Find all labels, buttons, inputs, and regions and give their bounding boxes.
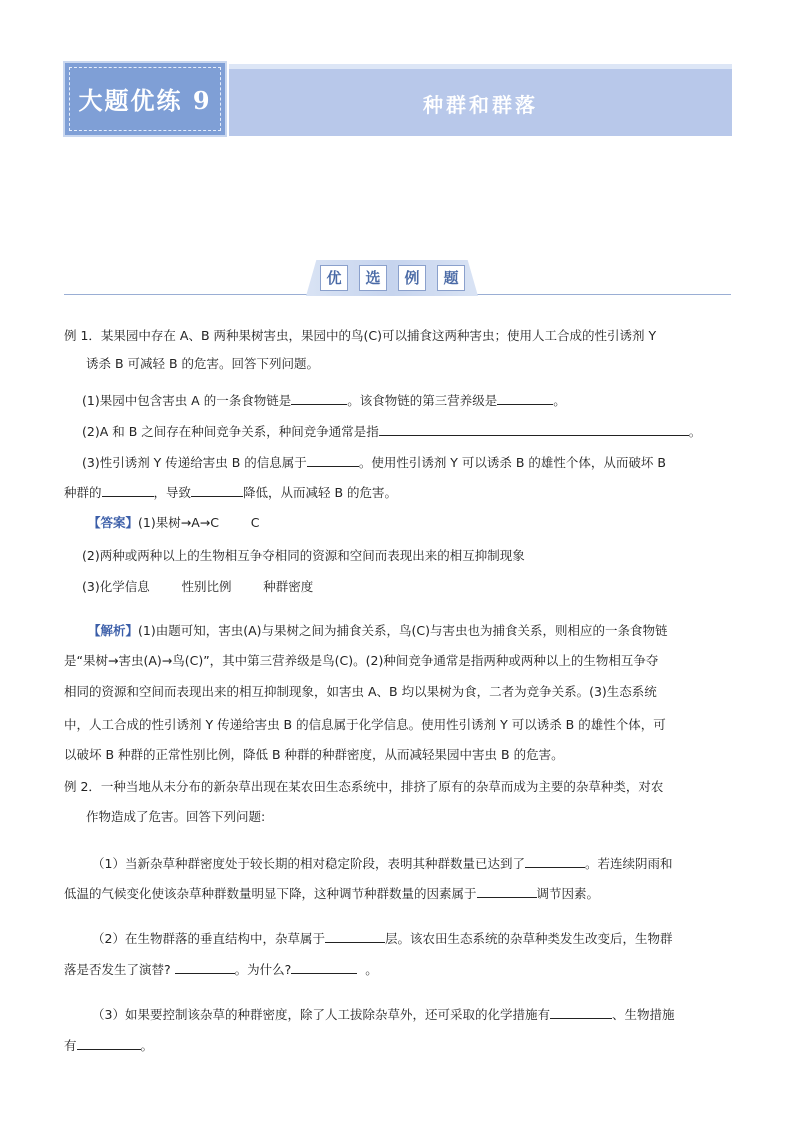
answer-blank[interactable] [307,454,359,467]
section-char-3: 例 [398,265,426,291]
ex2-part1-line2 [64,885,599,903]
answer-blank[interactable] [191,484,243,497]
ex2-part2-text-b: 层。该农田生态系统的杂草种类发生改变后，生物群 [384,931,673,946]
ex1-part1-text-a: (1)果园中包含害虫 A 的一条食物链是 [82,393,292,408]
answer-blank[interactable] [477,885,537,898]
ex2-part3-text-c: 有 [64,1038,77,1053]
ex2-part2-text-a: （2）在生物群落的垂直结构中，杂草属于 [92,931,325,946]
ex1-answer-line1 [88,514,259,532]
ex1-part3-text-d: ，导致 [153,485,192,500]
answer-blank[interactable] [379,423,689,436]
explanation-text-1: (1)由题可知，害虫(A)与果树之间为捕食关系，鸟(C)与害虫也为捕食关系，则相应的一条食物链 [138,623,668,638]
answer-tag: 【答案】 [88,515,139,530]
ex1-explanation-line3: 相同的资源和空间而表现出来的相互抑制现象，如害虫 A、B 均以果树为食，二者为竞争关系。(3)生态系统 [64,684,657,699]
ex2-part2-line2 [64,961,378,979]
badge-box [63,61,227,137]
ex2-part1-text-d: 调节因素。 [536,886,600,901]
ex1-explanation-line5: 以破坏 B 种群的正常性别比例，降低 B 种群的种群密度，从而减轻果园中害虫 B 的危害。 [64,747,564,762]
answer-blank[interactable] [291,961,357,974]
ex1-part3-text-a: (3)性引诱剂 Y 传递给害虫 B 的信息属于 [82,455,307,470]
ex1-part1 [82,392,566,410]
ex2-part2-line1 [92,930,672,948]
ex1-part3-text-c: 种群的 [64,485,102,500]
ex1-part3-line1 [82,454,666,472]
ex1-part2 [82,423,701,441]
ex2-part1-line1 [92,855,672,873]
section-char-1: 优 [320,265,348,291]
ex2-part3-line2 [64,1037,153,1055]
ex2-part3-line1 [92,1006,674,1024]
title-banner [229,69,732,136]
ex1-explanation-line1 [88,622,668,640]
ex2-part3-text-b: 、生物措施 [611,1007,675,1022]
section-char-4: 题 [437,265,465,291]
ex2-question-line1: 例 2．一种当地从未分布的新杂草出现在某农田生态系统中，排挤了原有的杂草而成为主要的杂草种类，对农 [64,779,664,794]
ex1-part3-line2 [64,484,397,502]
section-char-2: 选 [359,265,387,291]
answer-blank[interactable] [525,855,585,868]
ex2-part3-text-a: （3）如果要控制该杂草的种群密度，除了人工拔除杂草外，还可采取的化学措施有 [92,1007,550,1022]
ex1-explanation-line2: 是“果树→害虫(A)→鸟(C)”，其中第三营养级是鸟(C)。(2)种间竞争通常是指两种或两种以上的生物相互争夺 [64,653,659,668]
page-title: 种群和群落 [423,93,538,117]
answer-blank[interactable] [325,930,385,943]
ex1-explanation-line4: 中，人工合成的性引诱剂 Y 传递给害虫 B 的信息属于化学信息。使用性引诱剂 Y 可以诱杀 B 的雄性个体，可 [64,717,666,732]
explanation-tag: 【解析】 [88,623,139,638]
ex1-part3-text-e: 降低，从而减轻 B 的危害。 [243,485,398,500]
answer-blank[interactable] [77,1037,141,1050]
answer-text-1: (1)果树→A→C C [138,515,260,530]
ex1-answer-line3: (3)化学信息 性别比例 种群密度 [82,579,314,594]
badge-label: 大题优练 9 [78,86,212,115]
ex2-part2-text-e: 。 [365,962,378,977]
answer-blank[interactable] [102,484,154,497]
answer-blank[interactable] [175,961,235,974]
answer-blank[interactable] [291,392,347,405]
ex2-part1-text-b: 。若连续阴雨和 [584,856,673,871]
section-header [306,260,478,296]
ex1-part1-text-b: 。该食物链的第三营养级是 [347,393,498,408]
ex1-answer-line2: (2)两种或两种以上的生物相互争夺相同的资源和空间而表现出来的相互抑制现象 [82,548,525,563]
ex2-part1-text-a: （1）当新杂草种群密度处于较长期的相对稳定阶段，表明其种群数量已达到了 [92,856,525,871]
answer-blank[interactable] [497,392,553,405]
ex1-question-line2: 诱杀 B 可减轻 B 的危害。回答下列问题。 [86,356,320,371]
ex2-part1-text-c: 低温的气候变化使该杂草种群数量明显下降，这种调节种群数量的因素属于 [64,886,477,901]
ex1-part2-text-a: (2)A 和 B 之间存在种间竞争关系，种间竞争通常是指 [82,424,379,439]
ex2-question-line2: 作物造成了危害。回答下列问题: [86,809,266,824]
ex1-part3-text-b: 。使用性引诱剂 Y 可以诱杀 B 的雄性个体，从而破坏 B [358,455,666,470]
ex1-part2-text-b: 。 [688,424,702,439]
ex1-question-line1: 例 1．某果园中存在 A、B 两种果树害虫，果园中的鸟(C)可以捕食这两种害虫；使用人工合成的性引诱剂 Y [64,328,657,343]
answer-blank[interactable] [550,1006,612,1019]
ex2-part2-text-c: 落是否发生了演替? [64,962,171,977]
ex1-part1-text-c: 。 [553,393,566,408]
ex2-part3-text-d: 。 [140,1038,154,1053]
ex2-part2-text-d: 。为什么? [234,962,292,977]
